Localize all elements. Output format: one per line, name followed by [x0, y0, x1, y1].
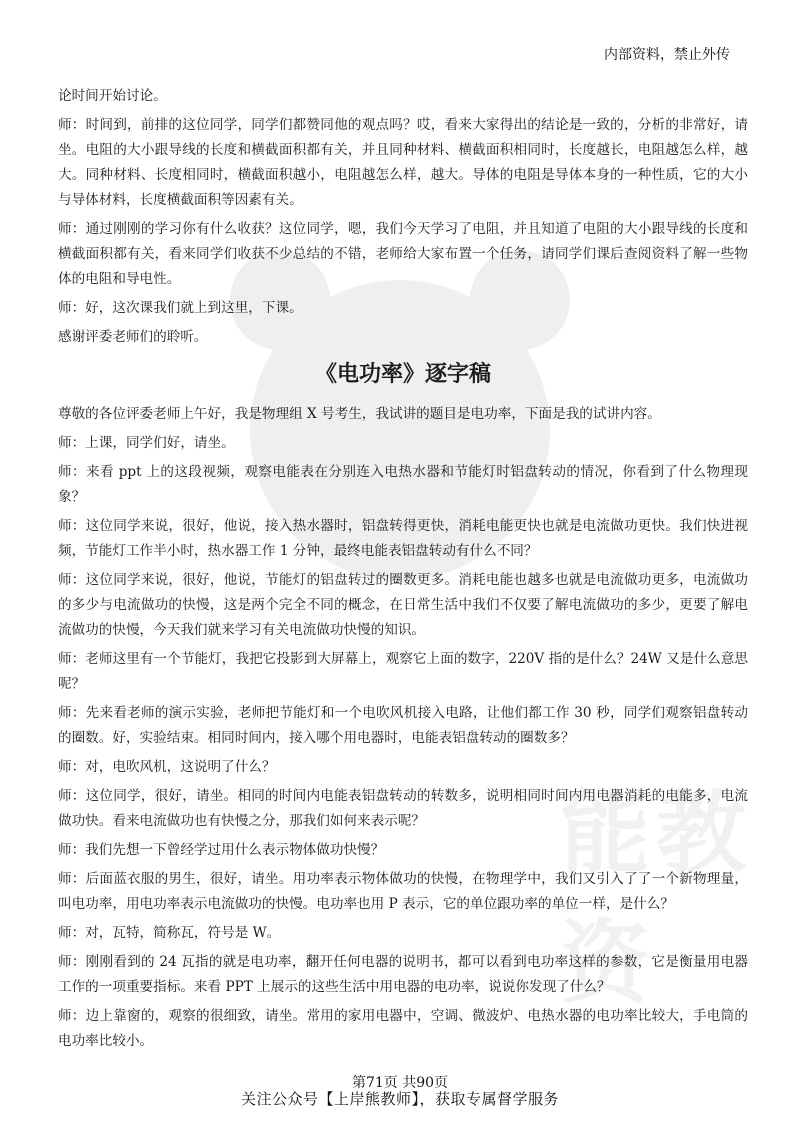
paragraph: 尊敬的各位评委老师上午好，我是物理组 X 号考生，我试讲的题目是电功率，下面是我的试讲内容。 [58, 406, 661, 422]
paragraph: 师：老师这里有一个节能灯，我把它投影到大屏幕上，观察它上面的数字，220V 指的是什么？24W 又是什么意思呢？ [58, 651, 748, 692]
header-notice: 内部资料，禁止外传 [604, 47, 730, 63]
paragraph: 师：这位同学来说，很好，他说，接入热水器时，铝盘转得更快，消耗电能更快也就是电流做功更快。我们快进视频，节能灯工作半小时，热水器工作 1 分钟，最终电能表铝盘转动有什么不同？ [58, 518, 748, 559]
paragraph: 师：好，这次课我们就上到这里，下课。 [58, 300, 303, 316]
document-body [58, 84, 748, 1058]
paragraph: 师：我们先想一下曾经学过用什么表示物体做功快慢？ [58, 842, 385, 858]
paragraph: 师：刚刚看到的 24 瓦指的就是电功率，翻开任何电器的说明书，都可以看到电功率这样的参数，它是衡量用电器工作的一项重要指标。来看 PPT 上展示的这些生活中用电器的电功率，说说你发现了什么？ [58, 954, 748, 995]
paragraph: 师：边上靠窗的，观察的很细致，请坐。常用的家用电器中，空调、微波炉、电热水器的电功率比较大，手电筒的电功率比较小。 [58, 1008, 748, 1049]
paragraph: 师：后面蓝衣服的男生，很好，请坐。用功率表示物体做功的快慢，在物理学中，我们又引入了了一个新物理量，叫电功率，用电功率表示电流做功的快慢。电功率也用 P 表示，它的单位跟功率的单位一样，是什么？ [58, 871, 748, 912]
page-number: 第71页 共90页 [351, 1075, 449, 1091]
paragraph: 师：先来看老师的演示实验，老师把节能灯和一个电吹风机接入电路，让他们都工作 30 秒，同学们观察铝盘转动的圈数。好，实验结束。相同时间内，接入哪个用电器时，电能表铝盘转动的圈数多？ [58, 705, 748, 746]
paragraph: 师：通过刚刚的学习你有什么收获？这位同学，嗯，我们今天学习了电阻，并且知道了电阻的大小跟导线的长度和横截面积都有关，看来同学们收获不少总结的不错，老师给大家布置一个任务，请同学们课后查阅资料了解一些物体的电阻和导电性。 [58, 221, 748, 287]
footer-promo: 关注公众号【上岸熊教师】，获取专属督学服务 [240, 1090, 559, 1108]
paragraph: 师：对，电吹风机，这说明了什么？ [58, 759, 276, 775]
paragraph: 师：上课，同学们好，请坐。 [58, 435, 235, 451]
paragraph: 师：这位同学，很好，请坐。相同的时间内电能表铝盘转动的转数多，说明相同时间内用电器消耗的电能多，电流做功快。看来电流做功也有快慢之分，那我们如何来表示呢？ [58, 788, 748, 829]
paragraph: 师：时间到，前排的这位同学，同学们都赞同他的观点吗？哎，看来大家得出的结论是一致的，分析的非常好，请坐。电阻的大小跟导线的长度和横截面积都有关，并且同种材料、横截面积相同时，长度越长，电阻越怎么样，越大。同种材料、长度相同时，横截面积越小，电阻越怎么样，越大。导体的电阻是导体本身的一种性质，它的大小与导体材料，长度横截面积等因素有关。 [58, 117, 748, 208]
paragraph: 师：这位同学来说，很好，他说，节能灯的铝盘转过的圈数更多。消耗电能也越多也就是电流做功更多，电流做功的多少与电流做功的快慢，这是两个完全不同的概念，在日常生活中我们不仅要了解电流做功的多少，更要了解电流做功的快慢，今天我们就来学习有关电流做功快慢的知识。 [58, 572, 748, 638]
watermark-text: 能教资 [560, 781, 752, 1016]
section-title: 《电功率》逐字稿 [314, 362, 491, 387]
paragraph: 论时间开始讨论。 [58, 88, 167, 104]
paragraph: 感谢评委老师们的聆听。 [58, 329, 208, 345]
paragraph: 师：对，瓦特，简称瓦，符号是 W。 [58, 925, 281, 941]
paragraph: 师：来看 ppt 上的这段视频，观察电能表在分别连入电热水器和节能灯时铝盘转动的情况，你看到了什么物理现象？ [58, 464, 748, 505]
